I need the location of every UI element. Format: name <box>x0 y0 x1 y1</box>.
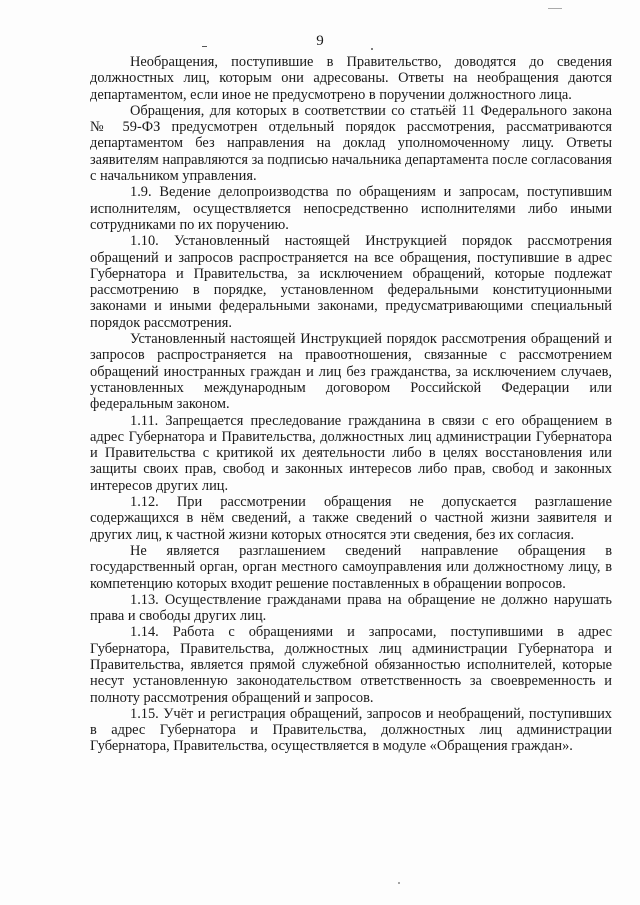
paragraph: 1.15. Учёт и регистрация обращений, запросов и необращений, поступивших в адрес Губернатора и Правительства, должностных лиц администрации Губернатора, Правительства, осуществляется в модуле «Обращения граждан». <box>90 705 612 755</box>
document-body <box>90 54 612 755</box>
paragraph: 1.13. Осуществление гражданами права на обращение не должно нарушать права и свободы других лиц. <box>90 591 612 625</box>
paragraph: Обращения, для которых в соответствии со статьёй 11 Федерального закона № 59-ФЗ предусмотрен отдельный порядок рассмотрения, рассматриваются департаментом без направления на доклад уполномоченному лицу. Ответы заявителям направляются за подписью начальника департамента после согласования с начальником управления. <box>90 102 612 185</box>
paragraph: Не является разглашением сведений направление обращения в государственный орган, орган местного самоуправления или должностному лицу, в компетенцию которых входит решение поставленных в обращении вопросов. <box>90 542 612 592</box>
paragraph: 1.10. Установленный настоящей Инструкцией порядок рассмотрения обращений и запросов распространяется на все обращения, поступившие в адрес Губернатора и Правительства, за исключением обращений, которые подлежат рассмотрению в порядке, установленном федеральными конституционными законами и иными федеральными законами, предусматривающими специальный порядок рассмотрения. <box>90 233 612 331</box>
paragraph: 1.14. Работа с обращениями и запросами, поступившими в адрес Губернатора, Правительства, должностных лиц администрации Губернатора и Правительства, является прямой служебной обязанностью исполнителей, которые несут установленную законодательством ответственность за своевременность и полноту рассмотрения обращений и запросов. <box>90 624 612 706</box>
paragraph: 1.11. Запрещается преследование гражданина в связи с его обращением в адрес Губернатора и Правительства, должностных лиц администрации Губернатора и Правительства с критикой их деятельности либо в целях восстановления или защиты своих прав, свобод и законных интересов либо прав, свобод и законных интересов других лиц. <box>90 412 612 494</box>
paragraph: 1.9. Ведение делопроизводства по обращениям и запросам, поступившим исполнителям, осуществляется непосредственно исполнителями либо иными сотрудниками по их поручению. <box>90 184 612 233</box>
scan-artifact <box>398 882 400 884</box>
paragraph: Установленный настоящей Инструкцией порядок рассмотрения обращений и запросов распространяется на правоотношения, связанные с рассмотрением обращений иностранных граждан и лиц без гражданства, за исключением случаев, установленных международным договором Российской Федерации или федеральным законом. <box>90 331 612 413</box>
paragraph: Необращения, поступившие в Правительство, доводятся до сведения должностных лиц, которым они адресованы. Ответы на необращения даются департаментом, если иное не предусмотрено в поручении должностного лица. <box>90 54 612 103</box>
scan-artifact <box>548 8 562 9</box>
scan-artifact <box>202 46 207 47</box>
paragraph: 1.12. При рассмотрении обращения не допускается разглашение содержащихся в нём сведений, а также сведений о частной жизни заявителя и других лиц, к частной жизни которых относятся эти сведения, без их согласия. <box>90 494 612 543</box>
scan-artifact <box>371 48 373 50</box>
page-number: 9 <box>316 33 324 49</box>
